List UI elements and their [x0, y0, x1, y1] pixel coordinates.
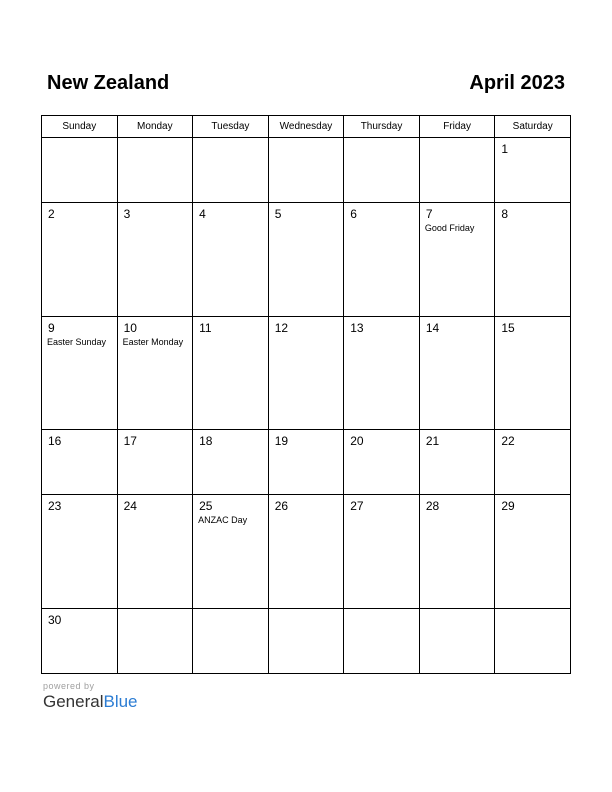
day-cell: [42, 430, 118, 495]
day-number: 15: [501, 320, 515, 335]
day-cell: [117, 138, 193, 203]
day-cell: [344, 138, 420, 203]
day-cell: [419, 316, 495, 429]
weekday-monday: Monday: [117, 116, 193, 138]
week-row: [42, 495, 571, 608]
holiday-label: Easter Monday: [122, 336, 184, 347]
day-number: 18: [199, 434, 213, 449]
day-number: 11: [199, 320, 212, 335]
day-cell: [117, 316, 193, 429]
holiday-label: ANZAC Day: [198, 515, 248, 526]
day-number: 14: [425, 320, 440, 335]
day-number: 10: [123, 320, 137, 335]
week-row: [42, 138, 571, 203]
day-cell: [193, 430, 269, 495]
day-number: 30: [48, 612, 62, 627]
day-cell: [117, 495, 193, 608]
day-cell: [344, 430, 420, 495]
week-row: [42, 608, 571, 673]
week-row: [42, 203, 571, 316]
day-number: 17: [123, 434, 137, 449]
day-number: 4: [199, 207, 206, 222]
weekday-wednesday: Wednesday: [268, 116, 344, 138]
holiday-label: Easter Sunday: [47, 336, 107, 347]
day-cell: [42, 608, 118, 673]
day-cell: [42, 203, 118, 316]
day-number: 25: [199, 499, 213, 514]
day-cell: [495, 138, 571, 203]
powered-by-text: powered by: [43, 681, 95, 691]
day-number: 9: [48, 320, 55, 335]
day-cell: [495, 608, 571, 673]
day-cell: [193, 608, 269, 673]
day-cell: [344, 203, 420, 316]
weekday-tuesday: Tuesday: [193, 116, 269, 138]
day-cell: [42, 138, 118, 203]
day-cell: [419, 495, 495, 608]
day-cell: [419, 430, 495, 495]
day-number: 19: [274, 434, 289, 449]
footer-branding: [43, 681, 138, 712]
day-cell: [268, 138, 344, 203]
day-cell: [193, 495, 269, 608]
day-cell: [117, 608, 193, 673]
day-cell: [42, 316, 118, 429]
weekday-header-row: [42, 116, 571, 138]
day-cell: [495, 430, 571, 495]
week-row: [42, 430, 571, 495]
day-number: 16: [48, 434, 62, 449]
day-number: 2: [48, 207, 55, 222]
country-title: New Zealand: [47, 72, 170, 94]
brand-general-text: General: [43, 692, 104, 711]
day-cell: [268, 316, 344, 429]
day-number: 22: [501, 434, 515, 449]
day-number: 5: [274, 207, 282, 222]
day-cell: [268, 608, 344, 673]
day-cell: [419, 203, 495, 316]
day-cell: [117, 430, 193, 495]
calendar-grid: [41, 115, 571, 674]
day-cell: [495, 203, 571, 316]
day-cell: [268, 430, 344, 495]
holiday-label: Good Friday: [424, 223, 475, 234]
generalblue-logo: [43, 692, 138, 712]
day-number: 8: [501, 207, 509, 222]
day-cell: [344, 608, 420, 673]
month-title: April 2023: [469, 72, 565, 94]
day-number: 13: [350, 320, 364, 335]
day-cell: [193, 138, 269, 203]
day-cell: [193, 316, 269, 429]
day-number: 12: [274, 320, 289, 335]
day-cell: [42, 495, 118, 608]
day-cell: [419, 608, 495, 673]
day-number: 3: [123, 207, 131, 222]
day-number: 23: [48, 499, 62, 514]
day-number: 6: [350, 207, 357, 222]
weekday-sunday: Sunday: [42, 116, 118, 138]
day-cell: [268, 203, 344, 316]
day-number: 26: [274, 499, 289, 514]
weekday-thursday: Thursday: [344, 116, 420, 138]
day-number: 1: [501, 142, 509, 156]
day-cell: [419, 138, 495, 203]
weekday-saturday: Saturday: [495, 116, 571, 138]
week-row: [42, 316, 571, 429]
day-number: 21: [425, 434, 440, 449]
day-number: 29: [501, 499, 515, 514]
day-cell: [193, 203, 269, 316]
day-number: 7: [425, 207, 433, 222]
day-number: 28: [425, 499, 440, 514]
day-number: 27: [350, 499, 364, 514]
day-cell: [268, 495, 344, 608]
day-cell: [344, 316, 420, 429]
day-cell: [344, 495, 420, 608]
day-cell: [495, 316, 571, 429]
day-number: 20: [350, 434, 364, 449]
day-cell: [495, 495, 571, 608]
day-cell: [117, 203, 193, 316]
weekday-friday: Friday: [419, 116, 495, 138]
day-number: 24: [123, 499, 137, 514]
brand-blue-text: Blue: [103, 692, 138, 711]
